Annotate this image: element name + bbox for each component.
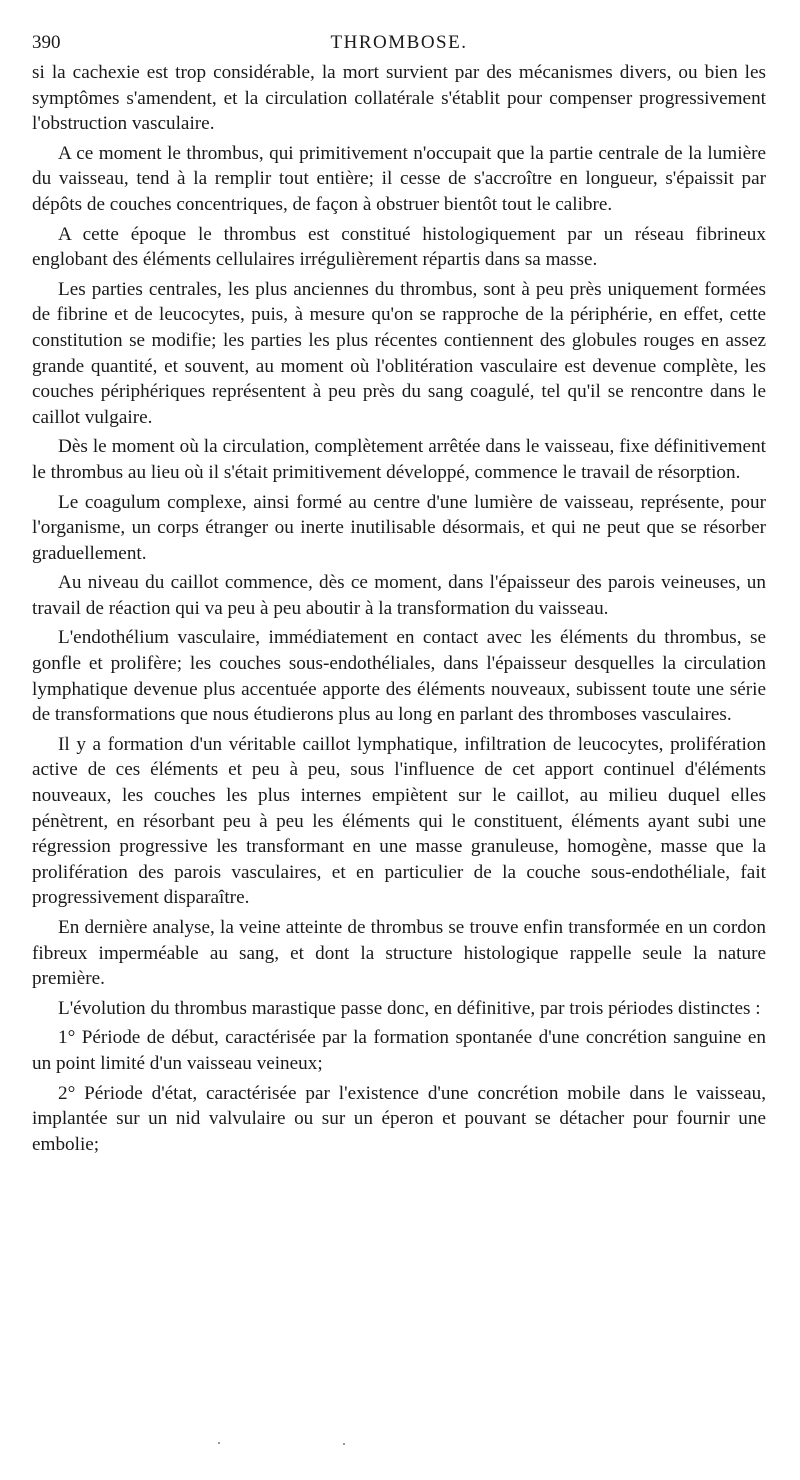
- list-item-period-1: 1° Période de début, caractérisée par la formation spontanée d'une concrétion sanguine en un point limité d'un vaisseau veineux;: [32, 1027, 766, 1074]
- paragraph-6: Le coagulum complexe, ainsi formé au centre d'une lumière de vaisseau, représente, pour l'organisme, un corps étranger ou inerte inutilisable désormais, et qui ne peut que se résorber graduellement.: [32, 491, 766, 564]
- paragraph-5: Dès le moment où la circulation, complètement arrêtée dans le vaisseau, fixe définitivement le thrombus au lieu où il s'était primitivement développé, commence le travail de résorption.: [32, 436, 766, 483]
- paragraph-10: En dernière analyse, la veine atteinte de thrombus se trouve enfin transformée en un cordon fibreux imperméable au sang, et dont la structure histologique rappelle seule la nature première.: [32, 917, 766, 990]
- paragraph-3: A cette époque le thrombus est constitué histologiquement par un réseau fibrineux englobant des éléments cellulaires irrégulièrement répartis dans sa masse.: [32, 223, 766, 271]
- print-specks: [0, 1440, 800, 1450]
- paragraph-4: Les parties centrales, les plus anciennes du thrombus, sont à peu près uniquement formées de fibrine et de leucocytes, puis, à mesure qu'on se rapproche de la périphérie, en effet, cette constitution se modifie; les parties les plus récentes contiennent des globules rouges en assez grande quantité, et souvent, au moment où l'oblitération vasculaire est devenue complète, les couches périphériques représentent à peu près du sang coagulé, tel qu'il se rencontre dans le caillot vulgaire.: [32, 278, 766, 428]
- paragraph-9: Il y a formation d'un véritable caillot lymphatique, infiltration de leucocytes, prolifération active de ces éléments et peu à peu, sous l'influence de cet apport continuel d'éléments nouveaux, les couches les plus internes empiètent sur le caillot, au milieu duquel elles pénètrent, en résorbant peu à peu les éléments qui le constituent, éléments ayant subi une régression progressive les transformant en une masse granuleuse, homogène, masse que la prolifération des parois vasculaires, et en particulier de la couche sous-endothéliale, fait progressivement disparaître.: [32, 733, 766, 909]
- running-title: THROMBOSE.: [330, 32, 468, 53]
- list-item-period-2: 2° Période d'état, caractérisée par l'existence d'une concrétion mobile dans le vaisseau, implantée sur un nid valvulaire ou sur un éperon et pouvant se détacher pour fournir une embolie;: [32, 1082, 766, 1155]
- paragraph-8: L'endothélium vasculaire, immédiatement en contact avec les éléments du thrombus, se gonfle et prolifère; les couches sous-endothéliales, dans l'épaisseur desquelles la circulation lymphatique devenue plus accentuée apporte des éléments nouveaux, subissent toute une série de transformations que nous étudierons plus au long en parlant des thromboses vasculaires.: [32, 627, 766, 726]
- paragraph-7: Au niveau du caillot commence, dès ce moment, dans l'épaisseur des parois veineuses, un travail de réaction qui va peu à peu aboutir à la transformation du vaisseau.: [32, 572, 766, 619]
- page-number: 390: [32, 32, 61, 53]
- book-page: [32, 28, 766, 1161]
- body-text: [32, 60, 766, 1157]
- paragraph-2: A ce moment le thrombus, qui primitivement n'occupait que la partie centrale de la lumière du vaisseau, tend à la remplir tout entière; il cesse de s'accroître en longueur, s'épaissit par dépôts de couches concentriques, de façon à obstruer bientôt tout le calibre.: [32, 142, 766, 215]
- paragraph-11: L'évolution du thrombus marastique passe donc, en définitive, par trois périodes distinctes :: [58, 997, 761, 1019]
- print-speck: [218, 1442, 220, 1444]
- print-speck: [343, 1443, 345, 1445]
- paragraph-1: si la cachexie est trop considérable, la mort survient par des mécanismes divers, ou bien les symptômes s'amendent, et la circulation collatérale s'établit pour compenser progressivement l'obstruction vasculaire.: [32, 62, 766, 135]
- page-header: [32, 28, 766, 58]
